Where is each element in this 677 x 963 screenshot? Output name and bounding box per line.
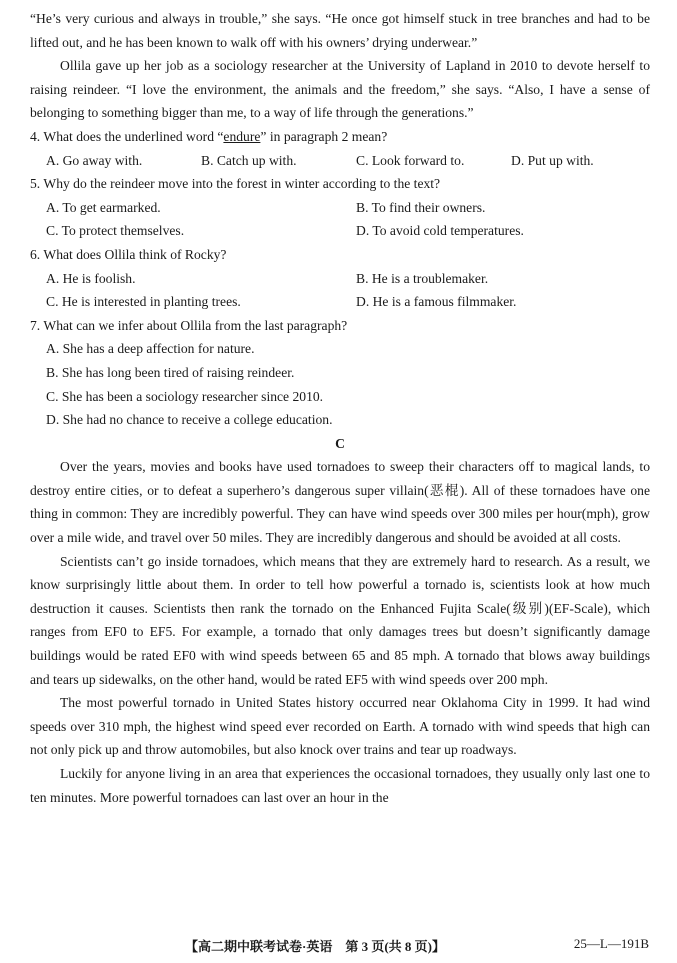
option-b[interactable]: B. He is a troublemaker. bbox=[356, 270, 489, 286]
option-a[interactable]: A. She has a deep affection for nature. bbox=[46, 341, 255, 357]
question-6-stem: 6. What does Ollila think of Rocky? bbox=[30, 246, 227, 262]
question-5-stem: 5. Why do the reindeer move into the forest in winter according to the text? bbox=[30, 176, 441, 192]
page-footer bbox=[0, 936, 677, 956]
passage-c-heading: C bbox=[335, 435, 345, 451]
option-c[interactable]: C. He is interested in planting trees. bbox=[46, 294, 241, 310]
option-d[interactable]: D. She had no chance to receive a college education. bbox=[46, 412, 333, 428]
question-6-options bbox=[30, 290, 650, 314]
question-number: 7. bbox=[30, 317, 41, 333]
option-d[interactable]: D. To avoid cold temperatures. bbox=[356, 223, 524, 239]
exam-page bbox=[30, 7, 650, 809]
option-c[interactable]: C. To protect themselves. bbox=[46, 223, 185, 239]
option-a[interactable]: A. Go away with. bbox=[46, 152, 143, 168]
passage-b-paragraph: Ollila gave up her job as a sociology researcher at the University of Lapland in 2010 to devote herself to raising reindeer. “I love the environment, the animals and the freedom,” she says. “Also, I have a sense of belonging to something bigger than me, to a way of life through the generations.” bbox=[30, 58, 650, 121]
passage-c-paragraph: Scientists can’t go inside tornadoes, which means that they are extremely hard to research. As a result, we know surprisingly little about them. In order to tell how powerful a tornado is, scientists look at how much destruction it causes. Scientists then rank the tornado on the Enhanced Fujita Scale(级别)(EF-Scale), which ranges from EF0 to EF5. For example, a tornado that only damages trees but doesn’t significantly damage buildings would be rated EF0 with wind speeds between 65 and 85 mph. A tornado that blows away buildings and tears up sidewalks, on the other hand, would be rated EF5 with wind speeds over 200 mph. bbox=[30, 553, 650, 687]
option-d[interactable]: D. Put up with. bbox=[511, 152, 594, 168]
option-d[interactable]: D. He is a famous filmmaker. bbox=[356, 294, 517, 310]
passage-c-paragraph: The most powerful tornado in United States history occurred near Oklahoma City in 1999. It had wind speeds over 310 mph, the highest wind speed ever recorded on Earth. A tornado with wind speeds that high can not only pick up and throw automobiles, but also knock over trains and tear up roadways. bbox=[30, 695, 650, 758]
footer-page-info: 【高二期中联考试卷·英语 第 3 页(共 8 页)】 bbox=[185, 939, 445, 954]
question-number: 4. bbox=[30, 128, 41, 144]
question-5-options bbox=[30, 196, 650, 220]
option-b[interactable]: B. Catch up with. bbox=[201, 152, 297, 168]
question-6-options bbox=[30, 267, 650, 291]
underlined-word: endure bbox=[223, 128, 261, 144]
passage-c-paragraph: Luckily for anyone living in an area that experiences the occasional tornadoes, they usually only last one to ten minutes. More powerful tornadoes can last over an hour in the bbox=[30, 766, 650, 805]
question-4-stem: 4. What does the underlined word “endure” in paragraph 2 mean? bbox=[30, 128, 388, 144]
passage-c-paragraph: Over the years, movies and books have used tornadoes to sweep their characters off to magical lands, to destroy entire cities, or to defeat a superhero’s dangerous super villain(恶棍). All of these tornadoes have one thing in common: They are incredibly powerful. They can have wind speeds over 300 miles per hour(mph), grow over a mile wide, and travel over 50 miles. They are incredibly dangerous and should be avoided at all costs. bbox=[30, 459, 650, 546]
option-a[interactable]: A. To get earmarked. bbox=[46, 199, 161, 215]
question-4-options bbox=[30, 149, 650, 173]
question-7-stem: 7. What can we infer about Ollila from the last paragraph? bbox=[30, 317, 348, 333]
question-5-options bbox=[30, 219, 650, 243]
option-a[interactable]: A. He is foolish. bbox=[46, 270, 136, 286]
question-number: 5. bbox=[30, 176, 41, 192]
option-c[interactable]: C. Look forward to. bbox=[356, 152, 465, 168]
option-b[interactable]: B. She has long been tired of raising reindeer. bbox=[46, 364, 295, 380]
passage-b-paragraph: “He’s very curious and always in trouble,” she says. “He once got himself stuck in tree branches and had to be lifted out, and he has been known to walk off with his owners’ drying underwear.” bbox=[30, 11, 650, 50]
option-c[interactable]: C. She has been a sociology researcher since 2010. bbox=[46, 388, 324, 404]
question-number: 6. bbox=[30, 246, 41, 262]
footer-exam-code: 25—L—191B bbox=[573, 936, 649, 951]
option-b[interactable]: B. To find their owners. bbox=[356, 199, 486, 215]
